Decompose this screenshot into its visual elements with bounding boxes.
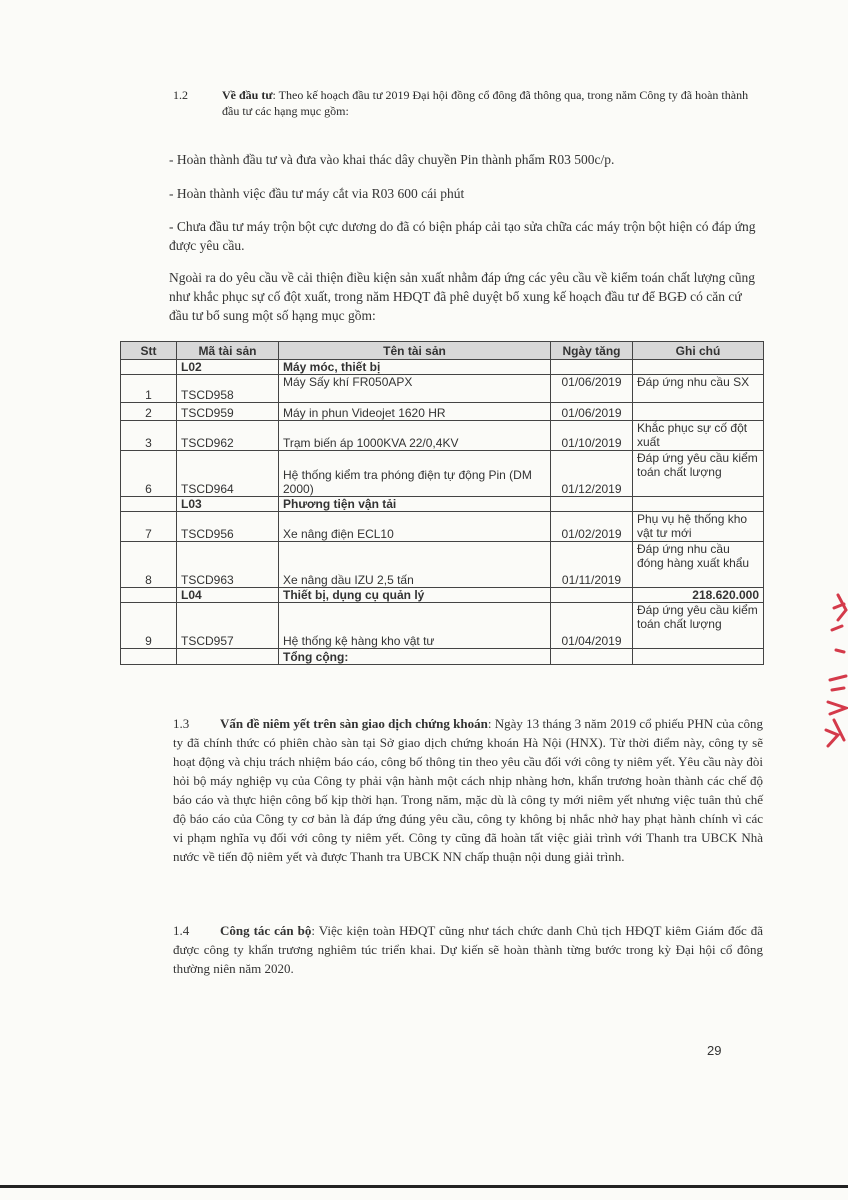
row-stt: 2 [121,403,177,421]
table-row [121,403,764,421]
row-code: TSCD964 [177,451,279,497]
group-code: L04 [177,588,279,603]
row-note: Đáp ứng yêu cầu kiểm toán chất lượng [633,451,764,497]
row-code: TSCD957 [177,603,279,649]
row-note [633,403,764,421]
table-row-total [121,649,764,665]
group-amount: 218.620.000 [633,588,764,603]
section-heading: Vấn đề niêm yết trên sàn giao dịch chứng khoán [220,716,488,731]
table-row [121,603,764,649]
row-stt: 6 [121,451,177,497]
table-row [121,421,764,451]
bullet-3: - Chưa đầu tư máy trộn bột cực dương do đã có biện pháp cải tạo sửa chữa các máy trộn bột hiện có đáp ứng được yêu cầu. [169,219,756,253]
row-date: 01/10/2019 [551,421,633,451]
row-date: 01/04/2019 [551,603,633,649]
header-stt: Stt [121,342,177,360]
intro-paragraph: Ngoài ra do yêu cầu về cải thiện điều kiện sản xuất nhằm đáp ứng các yêu cầu về kiểm toán chất lượng cũng như khắc phục sự cố đột xuất, trong năm HĐQT đã phê duyệt bổ xung kế hoạch đầu tư để BGĐ có căn cứ đầu tư bổ sung một số hạng mục gồm: [169,270,755,323]
table-row [121,512,764,542]
header-name: Tên tài sản [279,342,551,360]
section-text: : Ngày 13 tháng 3 năm 2019 cổ phiếu PHN của công ty đã chính thức có phiên chào sàn tại Sở giao dịch chứng khoán Hà Nội (HNX). Từ thời điểm này, công ty sẽ hoạt động và chịu trách nhiệm báo cáo, công bố thông tin theo yêu cầu đối với công ty niêm yết. Yêu cầu này đòi hỏi bộ máy nghiệp vụ của Công ty phải vận hành một cách nhịp nhàng hơn, khẩn trương hoàn thành các chế độ báo cáo và thực hiện công bố kịp thời hạn. Trong năm, mặc dù là công ty mới niêm yết nhưng việc tuân thủ chế độ báo cáo của Công ty cơ bản là đáp ứng đúng yêu cầu, công ty không bị nhắc nhở hay phạt hành chính vì các vi phạm nghĩa vụ đối với công ty niêm yết. Công ty cũng đã hoàn tất việc giải trình với Thanh tra UBCK Nhà nước về tiến độ niêm yết và được Thanh tra UBCK NN chấp thuận nội dung giải trình. [173,716,763,864]
section-1-4 [173,921,763,978]
row-name: Máy Sấy khí FR050APX [279,375,551,403]
row-name: Hệ thống kệ hàng kho vật tư [279,603,551,649]
row-code: TSCD963 [177,542,279,588]
row-note: Đáp ứng yêu cầu kiểm toán chất lượng [633,603,764,649]
row-note: Đáp ứng nhu cầu đóng hàng xuất khẩu [633,542,764,588]
group-name: Thiết bị, dụng cụ quản lý [279,588,551,603]
section-number: 1.2 [173,88,188,102]
asset-table [120,341,764,665]
group-amount [633,497,764,512]
row-name: Hệ thống kiểm tra phóng điện tự động Pin (DM 2000) [279,451,551,497]
row-name: Xe nâng điện ECL10 [279,512,551,542]
section-heading: Công tác cán bộ [220,923,312,938]
section-1-3 [173,714,763,866]
header-date: Ngày tăng [551,342,633,360]
group-name: Máy móc, thiết bị [279,360,551,375]
row-date: 01/06/2019 [551,403,633,421]
row-stt: 9 [121,603,177,649]
row-note: Khắc phục sự cố đột xuất [633,421,764,451]
group-name: Phương tiện vận tải [279,497,551,512]
row-date: 01/06/2019 [551,375,633,403]
row-date: 01/12/2019 [551,451,633,497]
row-date: 01/11/2019 [551,542,633,588]
header-code: Mã tài sản [177,342,279,360]
row-name: Máy in phun Videojet 1620 HR [279,403,551,421]
row-code: TSCD962 [177,421,279,451]
row-name: Xe nâng dầu IZU 2,5 tấn [279,542,551,588]
page-edge-line [0,1185,848,1188]
table-row [121,542,764,588]
group-code: L02 [177,360,279,375]
section-heading: Về đầu tư [222,88,273,102]
row-stt: 8 [121,542,177,588]
bullet-1: - Hoàn thành đầu tư và đưa vào khai thác dây chuyền Pin thành phẩm R03 500c/p. [169,152,615,167]
section-1-2 [173,87,761,119]
row-code: TSCD958 [177,375,279,403]
section-number: 1.3 [173,716,190,731]
bullet-2: - Hoàn thành việc đầu tư máy cắt via R03 600 cái phút [169,186,465,201]
total-label: Tổng cộng: [279,649,551,665]
row-stt: 7 [121,512,177,542]
section-number: 1.4 [173,923,190,938]
row-stt: 1 [121,375,177,403]
header-note: Ghi chú [633,342,764,360]
table-row [121,451,764,497]
row-note: Phụ vụ hệ thống kho vật tư mới [633,512,764,542]
table-row [121,375,764,403]
table-header-row [121,342,764,360]
row-code: TSCD956 [177,512,279,542]
row-code: TSCD959 [177,403,279,421]
page-number: 29 [707,1043,722,1058]
group-amount [633,360,764,375]
group-code: L03 [177,497,279,512]
table-row-group [121,360,764,375]
table-row-group [121,497,764,512]
row-note: Đáp ứng nhu cầu SX [633,375,764,403]
row-name: Trạm biến áp 1000KVA 22/0,4KV [279,421,551,451]
stamp-icon [808,590,848,760]
row-stt: 3 [121,421,177,451]
table-row-group [121,588,764,603]
section-text: : Việc kiện toàn HĐQT cũng như tách chức danh Chủ tịch HĐQT kiêm Giám đốc đã được công ty khẩn trương nghiêm túc triển khai. Dự kiến sẽ hoàn thành từng bước trong kỳ Đại hội cổ đông thường niên năm 2020. [173,923,763,976]
section-text: : Theo kế hoạch đầu tư 2019 Đại hội đồng cổ đông đã thông qua, trong năm Công ty đã hoàn thành đầu tư các hạng mục gồm: [222,88,749,118]
row-date: 01/02/2019 [551,512,633,542]
